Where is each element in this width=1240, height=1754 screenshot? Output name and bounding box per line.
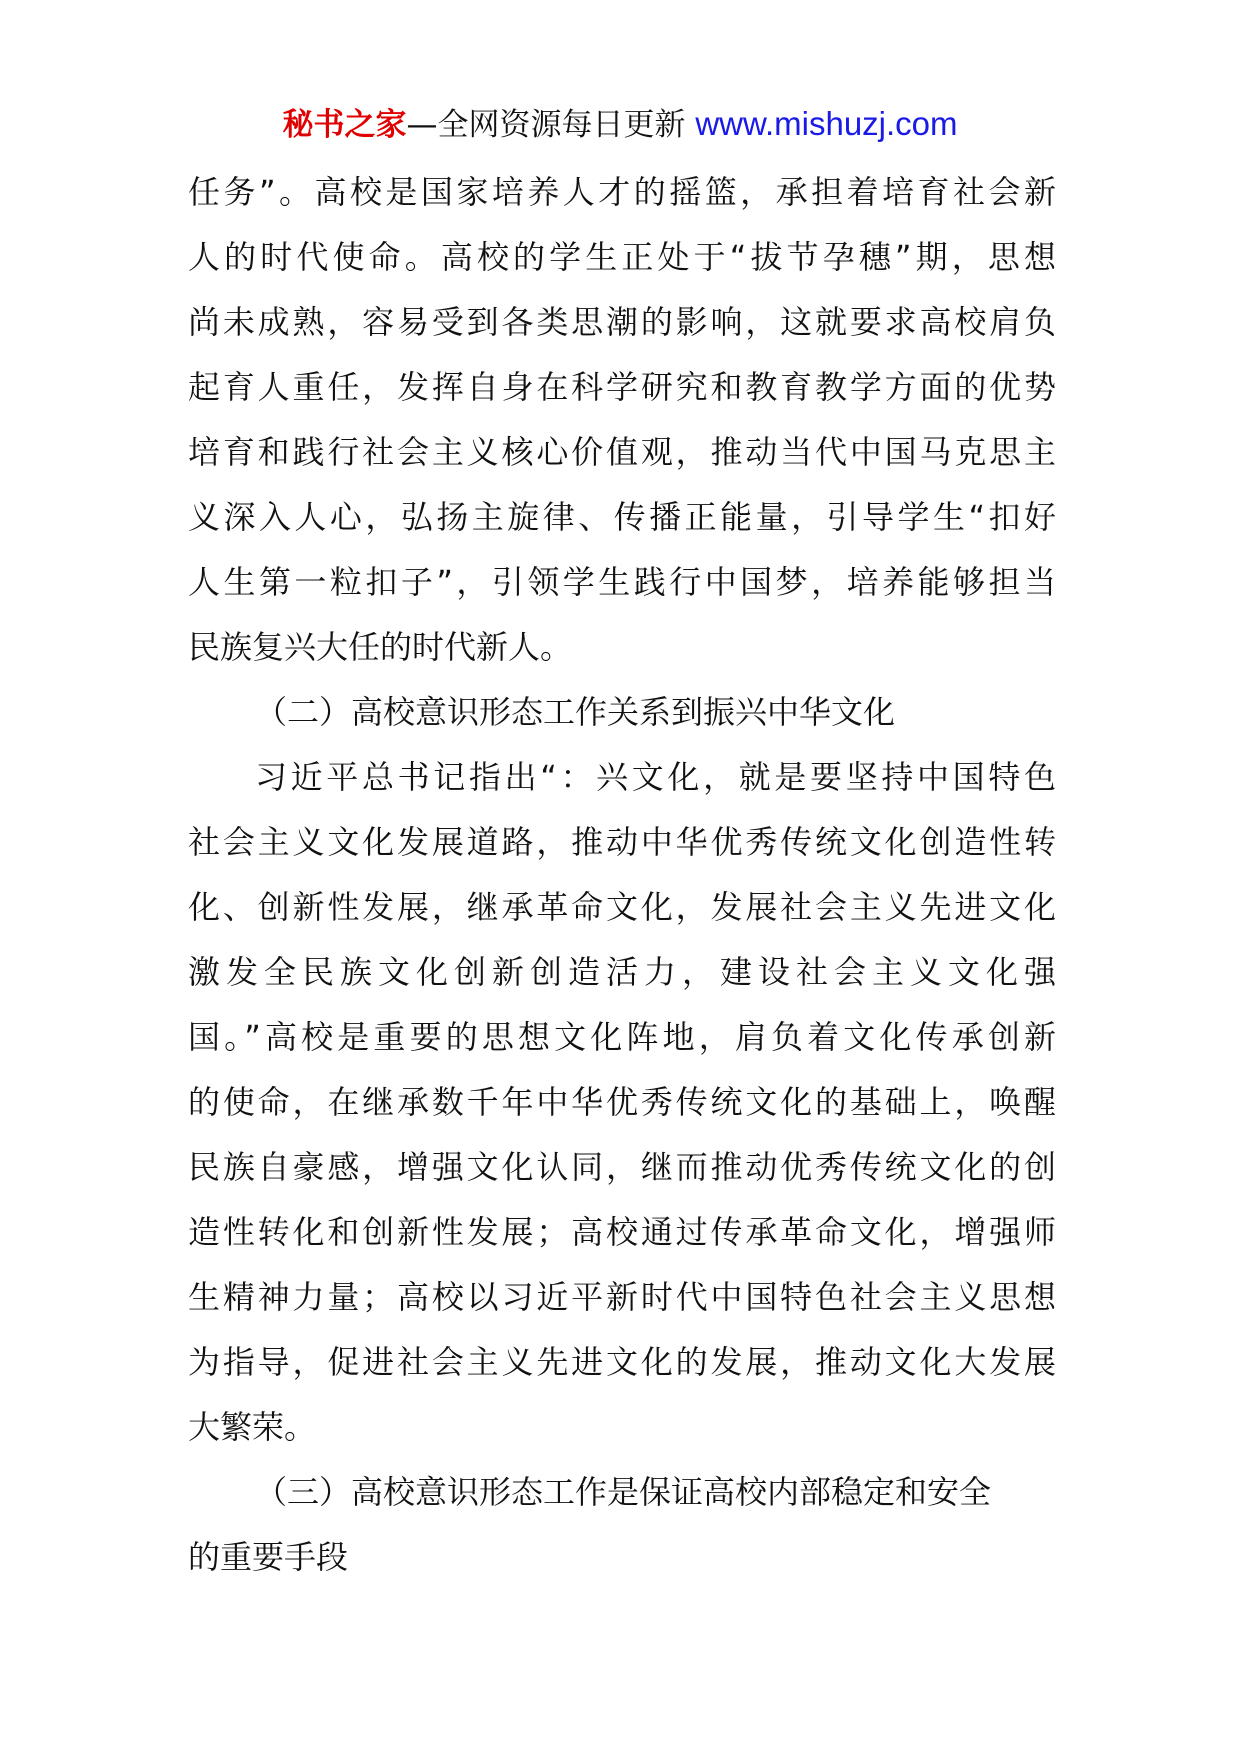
text-line: 民族复兴大任的时代新人。 [188,628,573,666]
text-line: 尚未成熟，容易受到各类思潮的影响，这就要求高校肩负 [188,303,1056,341]
text-line: 习近平总书记指出“：兴文化，就是要坚持中国特色 [255,758,1056,796]
text-line: 大繁荣。 [188,1408,317,1446]
text-line: 激发全民族文化创新创造活力，建设社会主义文化强 [188,953,1056,991]
section-heading-3-continued: 的重要手段 [188,1538,349,1576]
text-line: 民族自豪感，增强文化认同，继而推动优秀传统文化的创 [188,1148,1056,1186]
header-url-link[interactable]: www.mishuzj.com [695,105,958,142]
text-line: 生精神力量；高校以习近平新时代中国特色社会主义思想 [188,1278,1056,1316]
text-line: 造性转化和创新性发展；高校通过传承革命文化，增强师 [188,1213,1056,1251]
text-line: 培育和践行社会主义核心价值观，推动当代中国马克思主 [188,433,1056,471]
text-line: 义深入人心，弘扬主旋律、传播正能量，引导学生“扣好 [188,498,1056,536]
text-line: 为指导，促进社会主义先进文化的发展，推动文化大发展 [188,1343,1056,1381]
header-brand: 秘书之家 [282,107,407,143]
page-header [0,102,1240,147]
section-heading-3: （三）高校意识形态工作是保证高校内部稳定和安全 [255,1473,992,1511]
text-line: 国。”高校是重要的思想文化阵地，肩负着文化传承创新 [188,1018,1056,1056]
section-heading-2: （二）高校意识形态工作关系到振兴中华文化 [255,693,896,731]
text-line: 起育人重任，发挥自身在科学研究和教育教学方面的优势 [188,368,1056,406]
text-line: 人的时代使命。高校的学生正处于“拔节孕穗”期，思想 [188,238,1056,276]
header-slogan: —全网资源每日更新 [406,107,686,143]
text-line: 社会主义文化发展道路，推动中华优秀传统文化创造性转 [188,823,1056,861]
text-line: 人生第一粒扣子”，引领学生践行中国梦，培养能够担当 [188,563,1056,601]
text-line: 任务”。高校是国家培养人才的摇篮，承担着培育社会新 [188,173,1056,211]
text-line: 化、创新性发展，继承革命文化，发展社会主义先进文化 [188,888,1056,926]
text-line: 的使命，在继承数千年中华优秀传统文化的基础上，唤醒 [188,1083,1056,1121]
body-text [188,160,1056,1590]
